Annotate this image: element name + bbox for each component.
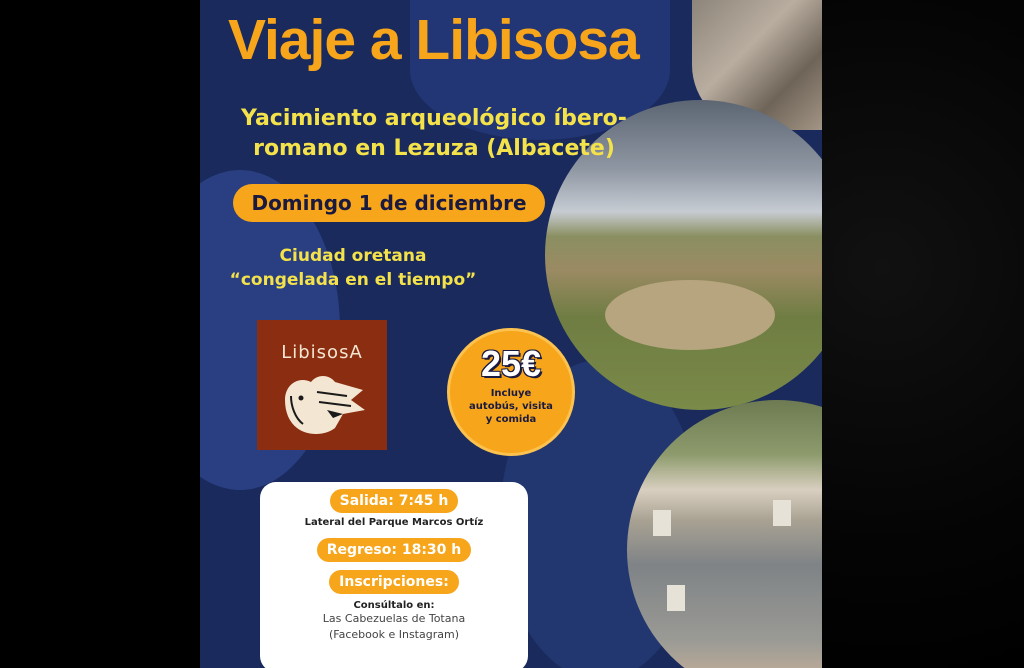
tagline-line: Ciudad oretana xyxy=(279,246,427,266)
date-badge: Domingo 1 de diciembre xyxy=(233,184,545,222)
libisosa-logo xyxy=(257,320,387,450)
wolf-head-icon xyxy=(277,370,369,438)
subtitle-line: romano en Lezuza (Albacete) xyxy=(253,136,615,161)
price-note xyxy=(450,387,572,426)
column-stub xyxy=(653,510,671,536)
registration-label: Inscripciones: xyxy=(329,570,459,594)
price-badge xyxy=(447,328,575,456)
consult-label: Consúltalo en: xyxy=(353,600,435,611)
consult-org: Las Cabezuelas de Totana xyxy=(322,612,466,625)
price-value: 25€ xyxy=(480,343,542,384)
subtitle-line: Yacimiento arqueológico íbero- xyxy=(241,106,627,131)
column-stub xyxy=(773,500,791,526)
excavation-hill xyxy=(605,280,775,350)
price-note-line: y comida xyxy=(485,414,537,425)
event-poster xyxy=(200,0,822,668)
tagline-line: “congelada en el tiempo” xyxy=(229,270,477,290)
return-label: Regreso: 18:30 h xyxy=(317,538,472,562)
schedule-card xyxy=(260,482,528,668)
departure-place: Lateral del Parque Marcos Ortíz xyxy=(304,517,484,528)
tagline xyxy=(220,244,486,292)
departure-label: Salida: 7:45 h xyxy=(330,489,459,513)
logo-text: LibisosA xyxy=(281,342,363,363)
price-note-line: autobús, visita xyxy=(469,401,553,412)
right-dark-margin xyxy=(822,0,1024,668)
consult-channels: (Facebook e Instagram) xyxy=(329,628,459,641)
price-note-line: Incluye xyxy=(490,388,532,399)
poster-subtitle xyxy=(214,104,654,164)
column-stub xyxy=(667,585,685,611)
poster-title: Viaje a Libisosa xyxy=(228,8,639,72)
left-black-margin xyxy=(0,0,200,668)
